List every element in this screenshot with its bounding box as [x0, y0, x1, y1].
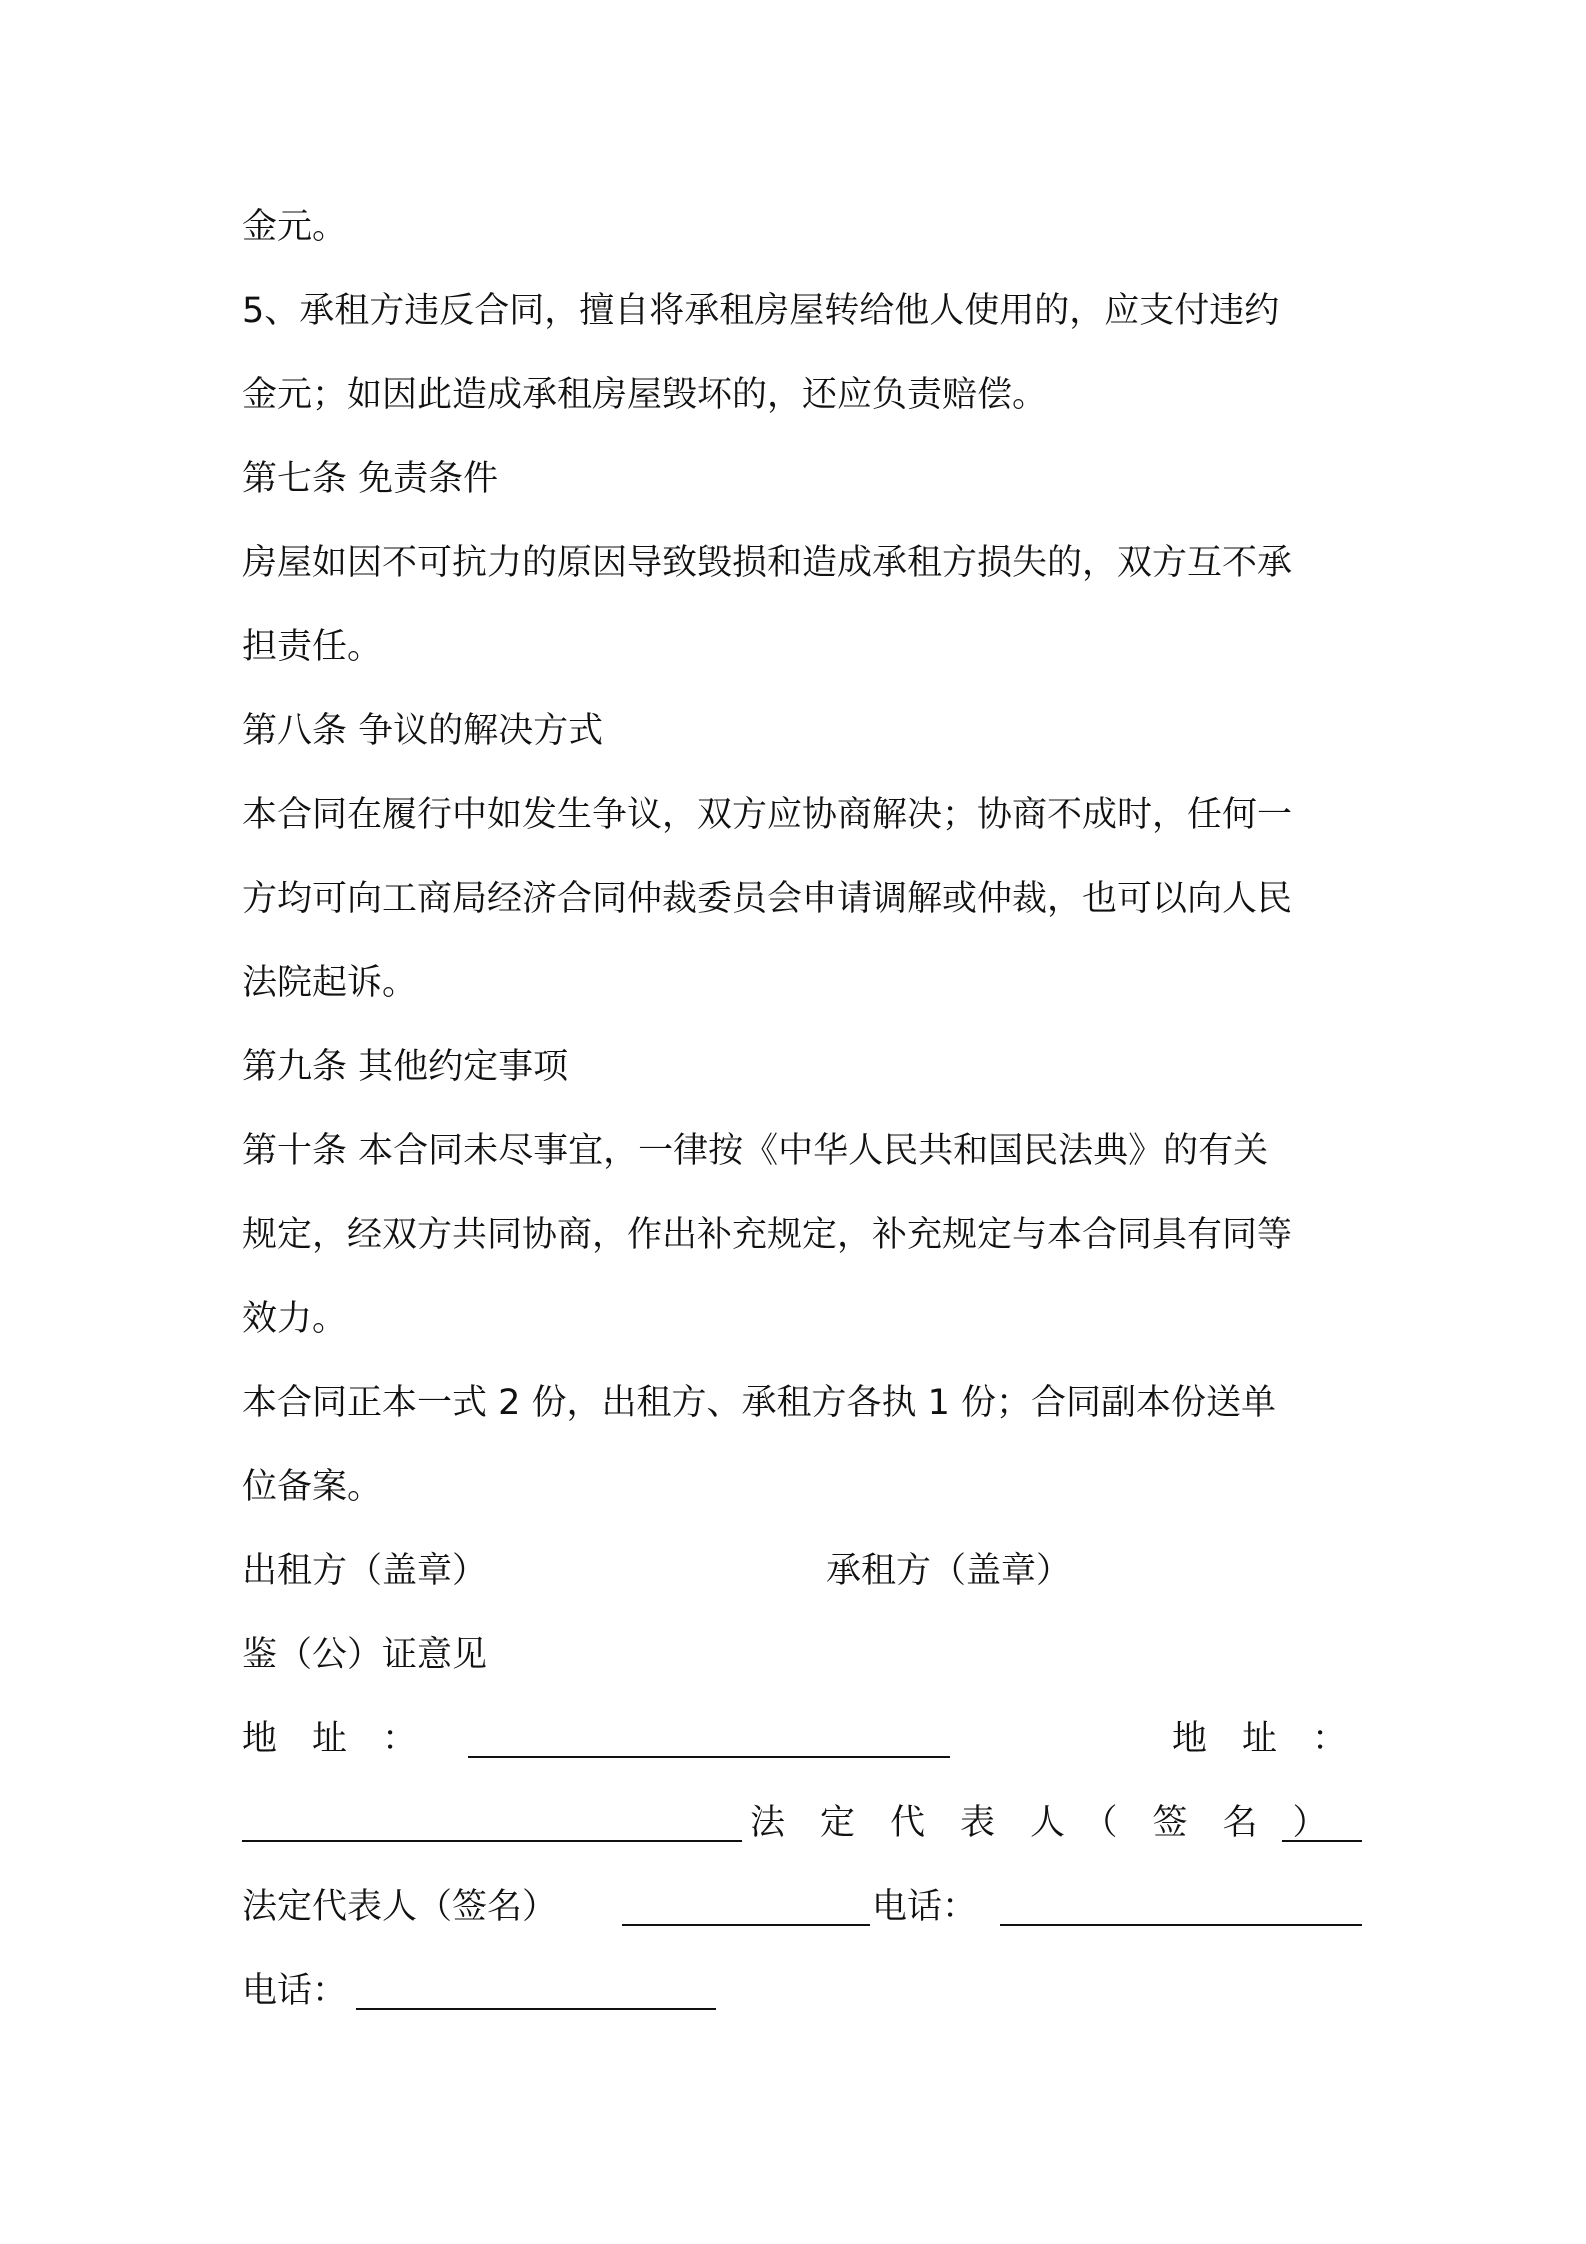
article-heading: 第八条 争议的解决方式	[242, 711, 604, 751]
text-line: 本合同正本一式 2 份，出租方、承租方各执 1 份；合同副本份送单	[242, 1383, 1277, 1423]
text-line: 本合同在履行中如发生争议，双方应协商解决；协商不成时，任何一	[242, 795, 1293, 835]
text-line: 方均可向工商局经济合同仲裁委员会申请调解或仲裁，也可以向人民	[242, 879, 1293, 919]
phone-label-lessee: 电话：	[242, 1971, 348, 2011]
phone-blank-lessor[interactable]	[1000, 1892, 1362, 1926]
text-line: 金元。	[242, 207, 348, 247]
phone-label-lessor: 电话：	[872, 1887, 978, 1927]
legal-rep-blank-lessee[interactable]	[622, 1892, 870, 1926]
phone-blank-lessee[interactable]	[356, 1976, 716, 2010]
text-line: 房屋如因不可抗力的原因导致毁损和造成承租方损失的，双方互不承	[242, 543, 1293, 583]
text-line: 5、承租方违反合同，擅自将承租房屋转给他人使用的，应支付违约	[242, 291, 1280, 331]
text-line: 金元；如因此造成承租房屋毁坏的，还应负责赔偿。	[242, 375, 1048, 415]
address-blank-lessee[interactable]	[242, 1808, 742, 1842]
address-label-lessor: 地 址 ：	[242, 1719, 418, 1759]
legal-rep-label-lessor: 法 定 代 表 人 （ 签 名 ）	[750, 1803, 1328, 1843]
text-line: 规定，经双方共同协商，作出补充规定，补充规定与本合同具有同等	[242, 1215, 1293, 1255]
address-blank-lessor[interactable]	[468, 1724, 950, 1758]
text-line: 效力。	[242, 1299, 348, 1339]
text-line: 担责任。	[242, 627, 383, 667]
legal-rep-label-lessee: 法定代表人（签名）	[242, 1887, 558, 1927]
text-line: 位备案。	[242, 1467, 383, 1507]
article-heading: 第七条 免责条件	[242, 459, 499, 499]
address-label-lessee: 地 址 ：	[1172, 1719, 1348, 1759]
text-line: 法院起诉。	[242, 963, 418, 1003]
notary-opinion-label: 鉴（公）证意见	[242, 1635, 488, 1675]
lessee-seal-label: 承租方（盖章）	[826, 1551, 1072, 1591]
legal-rep-blank-lessor[interactable]	[1282, 1808, 1362, 1842]
text-line: 第十条 本合同未尽事宜，一律按《中华人民共和国民法典》的有关	[242, 1131, 1269, 1171]
article-heading: 第九条 其他约定事项	[242, 1047, 569, 1087]
lessor-seal-label: 出租方（盖章）	[242, 1551, 488, 1591]
